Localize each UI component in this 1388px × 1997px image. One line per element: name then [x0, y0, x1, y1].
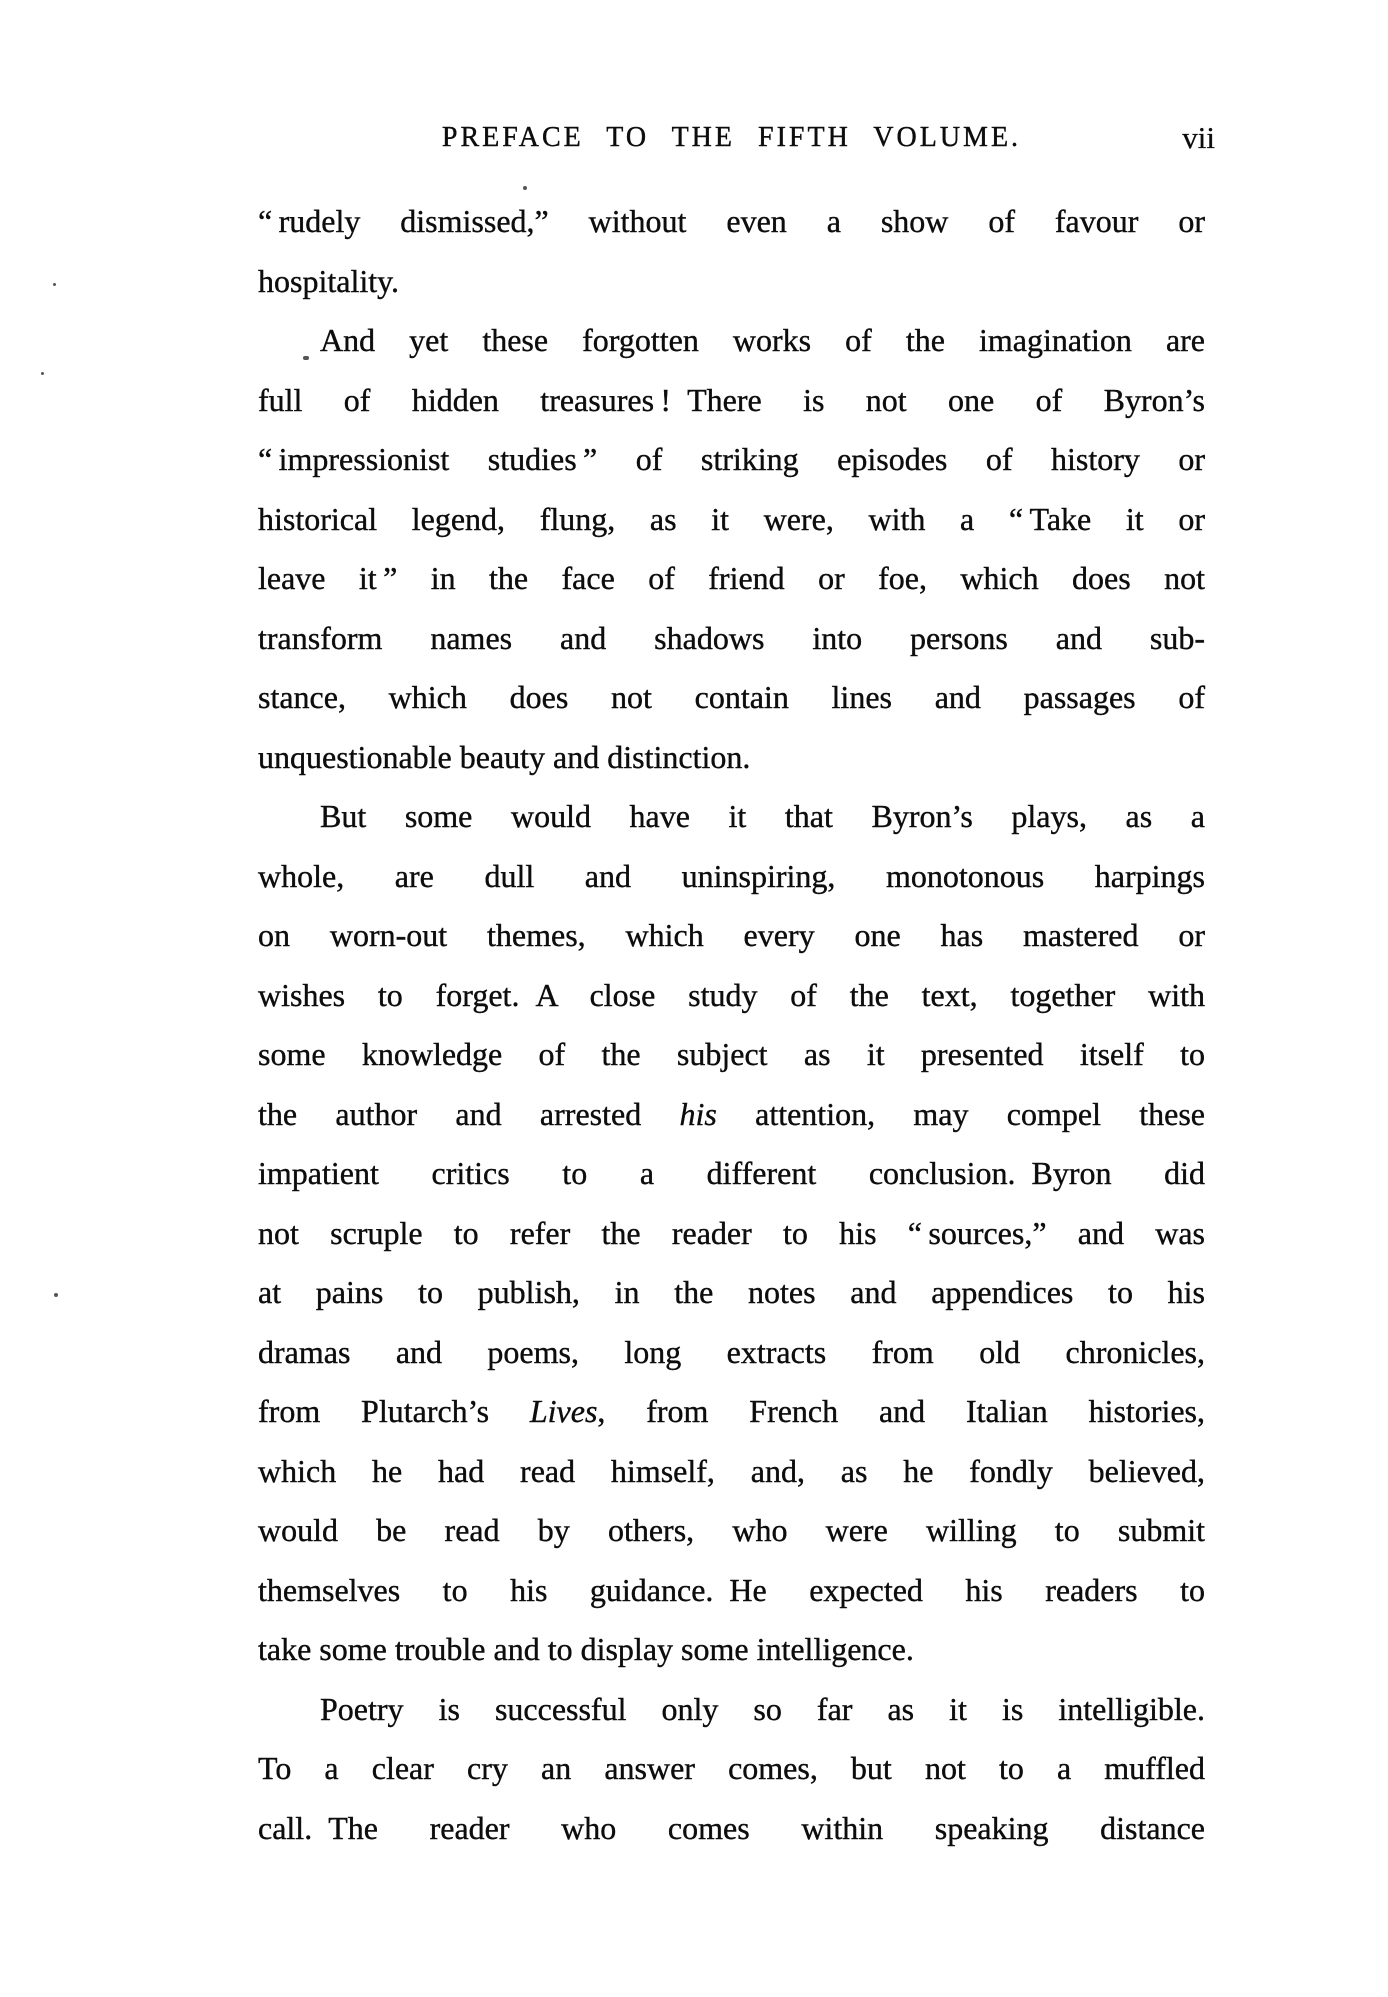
- text-segment: Poetry is successful only so far as it is intelligible.: [320, 1690, 1205, 1727]
- text-segment: “ impressionist studies ” of striking episodes of history or: [258, 441, 1205, 477]
- text-segment: dramas and poems, long extracts from old chronicles,: [258, 1333, 1205, 1370]
- text-segment: , from French and Italian histories,: [597, 1393, 1206, 1429]
- text-line: [258, 1561, 1205, 1621]
- italic-text: Lives: [529, 1393, 598, 1429]
- text-segment: which he had read himself, and, as he fondly believed,: [258, 1452, 1205, 1489]
- text-segment: take some trouble and to display some intelligence.: [258, 1631, 914, 1667]
- text-segment: from Plutarch’s: [258, 1393, 530, 1429]
- text-segment: To a clear cry an answer comes, but not to a muffled: [258, 1750, 1205, 1786]
- text-segment: transform names and shadows into persons and sub-: [258, 619, 1205, 656]
- text-line: [258, 966, 1205, 1026]
- text-line: [258, 1144, 1205, 1204]
- text-segment: impatient critics to a different conclusion. Byron did: [258, 1155, 1205, 1191]
- text-segment: And yet these forgotten works of the imagination are: [320, 322, 1205, 358]
- text-segment: the author and arrested: [258, 1095, 680, 1132]
- text-line: [258, 311, 1205, 371]
- text-line: [258, 430, 1205, 490]
- text-segment: wishes to forget. A close study of the text, together with: [258, 976, 1205, 1013]
- body-text: [258, 192, 1205, 1858]
- page-number: vii: [1182, 120, 1215, 155]
- text-segment: at pains to publish, in the notes and appendices to his: [258, 1274, 1205, 1310]
- text-segment: call. The reader who comes within speaking distance: [258, 1809, 1205, 1846]
- text-segment: hospitality.: [258, 262, 400, 299]
- scan-speck: [303, 356, 309, 360]
- text-line: [258, 1323, 1205, 1383]
- running-title: PREFACE TO THE FIFTH VOLUME.: [441, 122, 1022, 153]
- text-line: [258, 1025, 1205, 1085]
- text-line: [258, 1204, 1205, 1264]
- text-line: [258, 1085, 1205, 1145]
- text-line: [258, 549, 1205, 609]
- text-segment: “ rudely dismissed,” without even a show of favour or: [258, 203, 1205, 239]
- text-line: [258, 1501, 1205, 1561]
- text-segment: some knowledge of the subject as it presented itself to: [258, 1036, 1205, 1072]
- text-segment: unquestionable beauty and distinction.: [258, 738, 751, 775]
- italic-text: his: [679, 1095, 717, 1132]
- text-segment: historical legend, flung, as it were, with a “ Take it or: [258, 500, 1205, 537]
- text-line: [258, 252, 1205, 312]
- text-line: [258, 490, 1205, 550]
- text-segment: whole, are dull and uninspiring, monotonous harpings: [258, 857, 1205, 894]
- text-line: [258, 1442, 1205, 1502]
- page-header: [258, 112, 1215, 164]
- text-line: [258, 192, 1205, 252]
- scan-speck: [41, 372, 44, 375]
- text-line: [258, 1799, 1205, 1859]
- text-segment: leave it ” in the face of friend or foe, which does not: [258, 560, 1205, 596]
- text-segment: not scruple to refer the reader to his “ sources,” and was: [258, 1214, 1205, 1251]
- scan-speck: [53, 283, 56, 286]
- text-segment: But some would have it that Byron’s plays, as a: [320, 798, 1205, 834]
- text-line: [258, 371, 1205, 431]
- text-line: [258, 609, 1205, 669]
- text-segment: attention, may compel these: [716, 1095, 1205, 1132]
- text-line: [258, 1739, 1205, 1799]
- text-line: [258, 1382, 1205, 1442]
- text-line: [258, 1680, 1205, 1740]
- text-segment: full of hidden treasures ! There is not one of Byron’s: [258, 381, 1205, 418]
- text-line: [258, 668, 1205, 728]
- text-line: [258, 1263, 1205, 1323]
- text-line: [258, 906, 1205, 966]
- text-segment: on worn-out themes, which every one has mastered or: [258, 917, 1205, 953]
- text-segment: would be read by others, who were willing to submit: [258, 1512, 1205, 1548]
- text-line: [258, 728, 1205, 788]
- text-segment: themselves to his guidance. He expected his readers to: [258, 1571, 1205, 1608]
- text-line: [258, 787, 1205, 847]
- scan-speck: [54, 1293, 58, 1297]
- scan-speck: [523, 186, 527, 190]
- text-line: [258, 847, 1205, 907]
- text-segment: stance, which does not contain lines and passages of: [258, 679, 1205, 715]
- text-line: [258, 1620, 1205, 1680]
